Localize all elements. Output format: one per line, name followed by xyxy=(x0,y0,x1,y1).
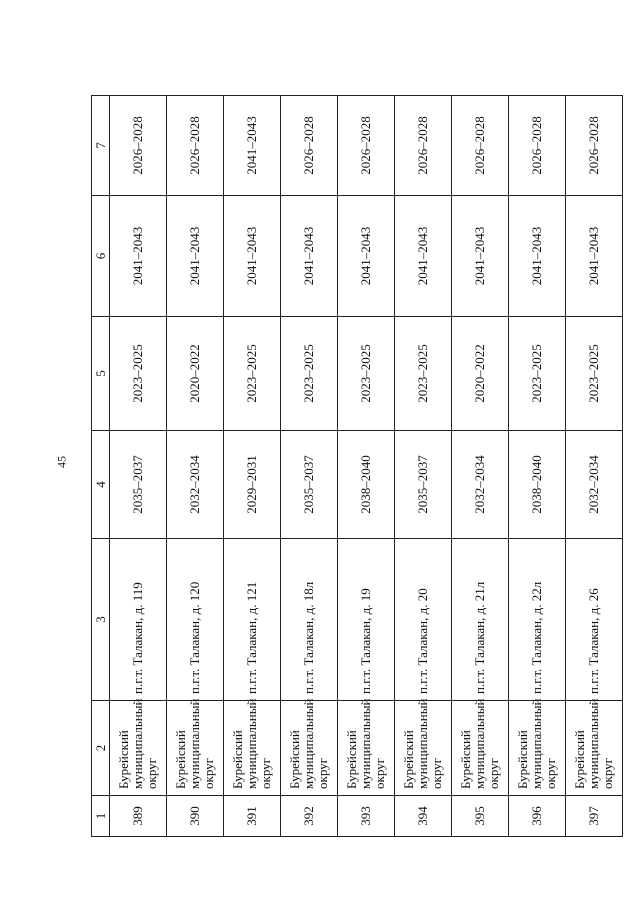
row-number-cell: 389 xyxy=(109,795,166,836)
municipality-cell: Бурейский муниципальный округ xyxy=(280,700,337,795)
period-cell: 2023–2025 xyxy=(508,316,565,430)
period-cell: 2026–2028 xyxy=(565,95,622,195)
period-cell: 2026–2028 xyxy=(280,95,337,195)
period-cell: 2035–2037 xyxy=(394,430,451,538)
period-cell: 2041–2043 xyxy=(565,195,622,316)
table-row xyxy=(565,95,622,836)
municipality-cell: Бурейский муниципальный округ xyxy=(223,700,280,795)
header-cell: 6 xyxy=(91,195,109,316)
period-cell: 2035–2037 xyxy=(109,430,166,538)
municipality-cell: Бурейский муниципальный округ xyxy=(565,700,622,795)
page-number: 45 xyxy=(54,456,69,468)
row-number-cell: 394 xyxy=(394,795,451,836)
table-row xyxy=(451,95,508,836)
period-cell: 2035–2037 xyxy=(280,430,337,538)
header-cell: 4 xyxy=(91,430,109,538)
row-number-cell: 391 xyxy=(223,795,280,836)
table-row xyxy=(508,95,565,836)
header-cell: 2 xyxy=(91,700,109,795)
table-row xyxy=(166,95,223,836)
period-cell: 2026–2028 xyxy=(337,95,394,195)
table-row xyxy=(109,95,166,836)
period-cell: 2041–2043 xyxy=(508,195,565,316)
period-cell: 2023–2025 xyxy=(280,316,337,430)
address-cell: п.г.т. Талакан, д. 120 xyxy=(166,538,223,700)
header-cell: 1 xyxy=(91,795,109,836)
municipality-cell: Бурейский муниципальный округ xyxy=(394,700,451,795)
row-number-cell: 395 xyxy=(451,795,508,836)
period-cell: 2041–2043 xyxy=(451,195,508,316)
period-cell: 2026–2028 xyxy=(508,95,565,195)
period-cell: 2023–2025 xyxy=(223,316,280,430)
period-cell: 2026–2028 xyxy=(451,95,508,195)
row-number-cell: 396 xyxy=(508,795,565,836)
period-cell: 2038–2040 xyxy=(508,430,565,538)
period-cell: 2023–2025 xyxy=(565,316,622,430)
address-cell: п.г.т. Талакан, д. 22л xyxy=(508,538,565,700)
table-row xyxy=(223,95,280,836)
period-cell: 2041–2043 xyxy=(109,195,166,316)
period-cell: 2023–2025 xyxy=(109,316,166,430)
table-header-row xyxy=(91,95,109,836)
municipality-cell: Бурейский муниципальный округ xyxy=(109,700,166,795)
address-cell: п.г.т. Талакан, д. 21л xyxy=(451,538,508,700)
period-cell: 2032–2034 xyxy=(451,430,508,538)
municipality-cell: Бурейский муниципальный округ xyxy=(337,700,394,795)
address-cell: п.г.т. Талакан, д. 20 xyxy=(394,538,451,700)
address-cell: п.г.т. Талакан, д. 18л xyxy=(280,538,337,700)
row-number-cell: 390 xyxy=(166,795,223,836)
address-cell: п.г.т. Талакан, д. 121 xyxy=(223,538,280,700)
address-cell: п.г.т. Талакан, д. 119 xyxy=(109,538,166,700)
header-cell: 7 xyxy=(91,95,109,195)
row-number-cell: 393 xyxy=(337,795,394,836)
period-cell: 2041–2043 xyxy=(394,195,451,316)
municipality-cell: Бурейский муниципальный округ xyxy=(166,700,223,795)
period-cell: 2026–2028 xyxy=(166,95,223,195)
period-cell: 2038–2040 xyxy=(337,430,394,538)
period-cell: 2020–2022 xyxy=(166,316,223,430)
period-cell: 2041–2043 xyxy=(223,195,280,316)
period-cell: 2026–2028 xyxy=(394,95,451,195)
municipality-cell: Бурейский муниципальный округ xyxy=(451,700,508,795)
address-cell: п.г.т. Талакан, д. 26 xyxy=(565,538,622,700)
table-container xyxy=(92,95,615,836)
table-row xyxy=(280,95,337,836)
period-cell: 2023–2025 xyxy=(337,316,394,430)
period-cell: 2032–2034 xyxy=(166,430,223,538)
header-cell: 5 xyxy=(91,316,109,430)
period-cell: 2020–2022 xyxy=(451,316,508,430)
period-cell: 2029–2031 xyxy=(223,430,280,538)
period-cell: 2026–2028 xyxy=(109,95,166,195)
row-number-cell: 397 xyxy=(565,795,622,836)
period-cell: 2041–2043 xyxy=(280,195,337,316)
period-cell: 2041–2043 xyxy=(223,95,280,195)
period-cell: 2023–2025 xyxy=(394,316,451,430)
address-cell: п.г.т. Талакан, д. 19 xyxy=(337,538,394,700)
period-cell: 2041–2043 xyxy=(337,195,394,316)
municipality-cell: Бурейский муниципальный округ xyxy=(508,700,565,795)
row-number-cell: 392 xyxy=(280,795,337,836)
header-cell: 3 xyxy=(91,538,109,700)
period-cell: 2032–2034 xyxy=(565,430,622,538)
table-row xyxy=(337,95,394,836)
table-row xyxy=(394,95,451,836)
data-table xyxy=(91,95,623,837)
period-cell: 2041–2043 xyxy=(166,195,223,316)
